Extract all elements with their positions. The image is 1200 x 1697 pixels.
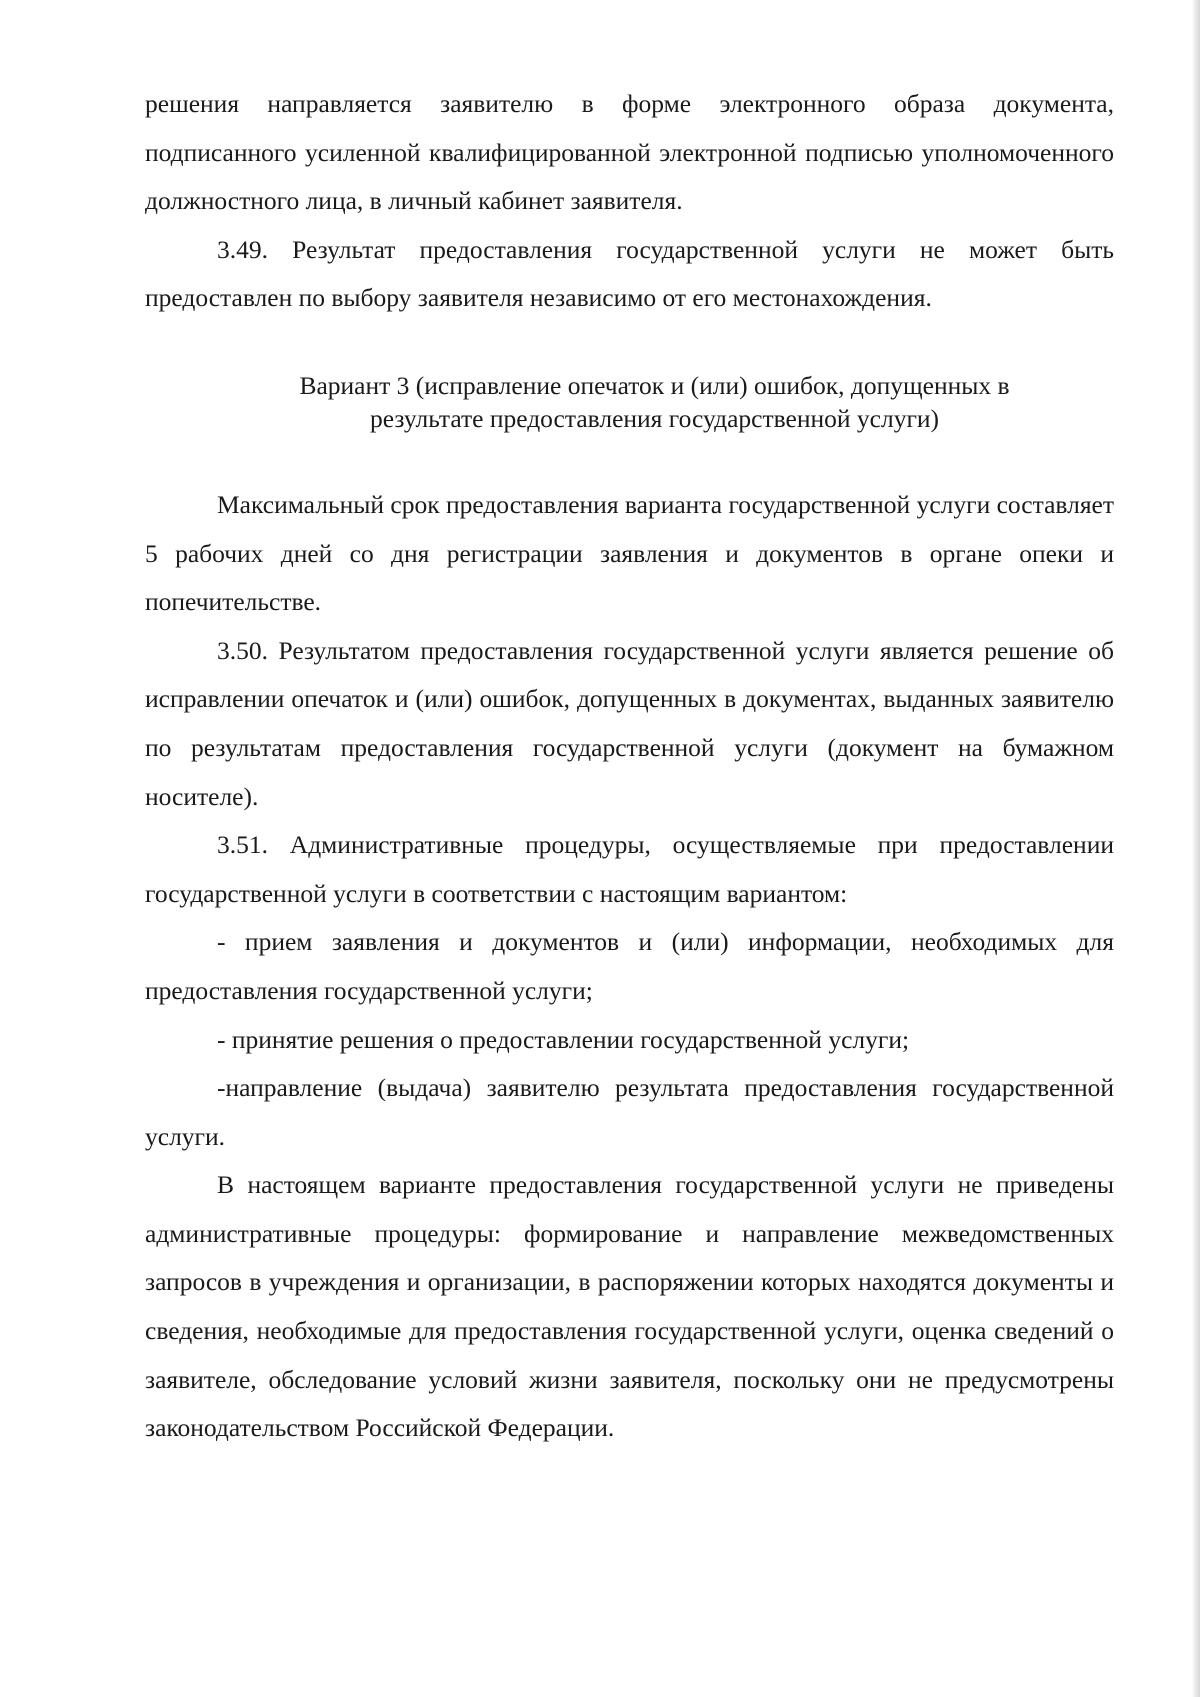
paragraph-max-term: Максимальный срок предоставления варианта государственной услуги составляет 5 рабочих дней со дня регистрации заявления и документов в органе опеки и попечительстве. (145, 489, 1115, 617)
paragraph-3-49: 3.49. Результат предоставления государственной услуги не может быть предоставлен по выбору заявителя независимо от его местонахождения. (145, 234, 1114, 313)
paragraph-3-50: 3.50. Результатом предоставления государственной услуги является решение об исправлении опечаток и (или) ошибок, допущенных в документах, выданных заявителю по результатам предоставления государственной услуги (документ на бумажном носителе). (145, 635, 1114, 811)
spacer (145, 435, 1114, 481)
page-edge-shadow (1192, 0, 1200, 1697)
paragraph-continuation: решения направляется заявителю в форме электронного образа документа, подписанного усиленной квалифицированной электронной подписью уполномоченного должностного лица, в личный кабинет заявителя. (145, 89, 1114, 216)
list-item-delivery: -направление (выдача) заявителю результата предоставления государственной услуги. (145, 1073, 1114, 1151)
paragraph-3-51: 3.51. Административные процедуры, осуществляемые при предоставлении государственной услуги в соответствии с настоящим вариантом: (145, 830, 1114, 908)
heading-line-1: Вариант 3 (исправление опечаток и (или) ошибок, допущенных в (299, 370, 1010, 400)
list-item-decision: - принятие решения о предоставлении государственной услуги; (217, 1024, 910, 1054)
heading-line-2: результате предоставления государственной услуги) (369, 403, 940, 433)
section-heading (145, 369, 1114, 435)
spacer (145, 323, 1114, 369)
list-item-reception: - прием заявления и документов и (или) информации, необходимых для предоставления государственной услуги; (145, 927, 1114, 1005)
paragraph-not-included: В настоящем варианте предоставления государственной услуги не приведены административные процедуры: формирование и направление межведомственных запросов в учреждения и организации, в распоряжении которых находятся документы и сведения, необходимые для предоставления государственной услуги, оценка сведений о заявителе, обследование условий жизни заявителя, поскольку они не предусмотрены законодательством Российской Федерации. (145, 1170, 1114, 1443)
document-body (145, 80, 1114, 1453)
